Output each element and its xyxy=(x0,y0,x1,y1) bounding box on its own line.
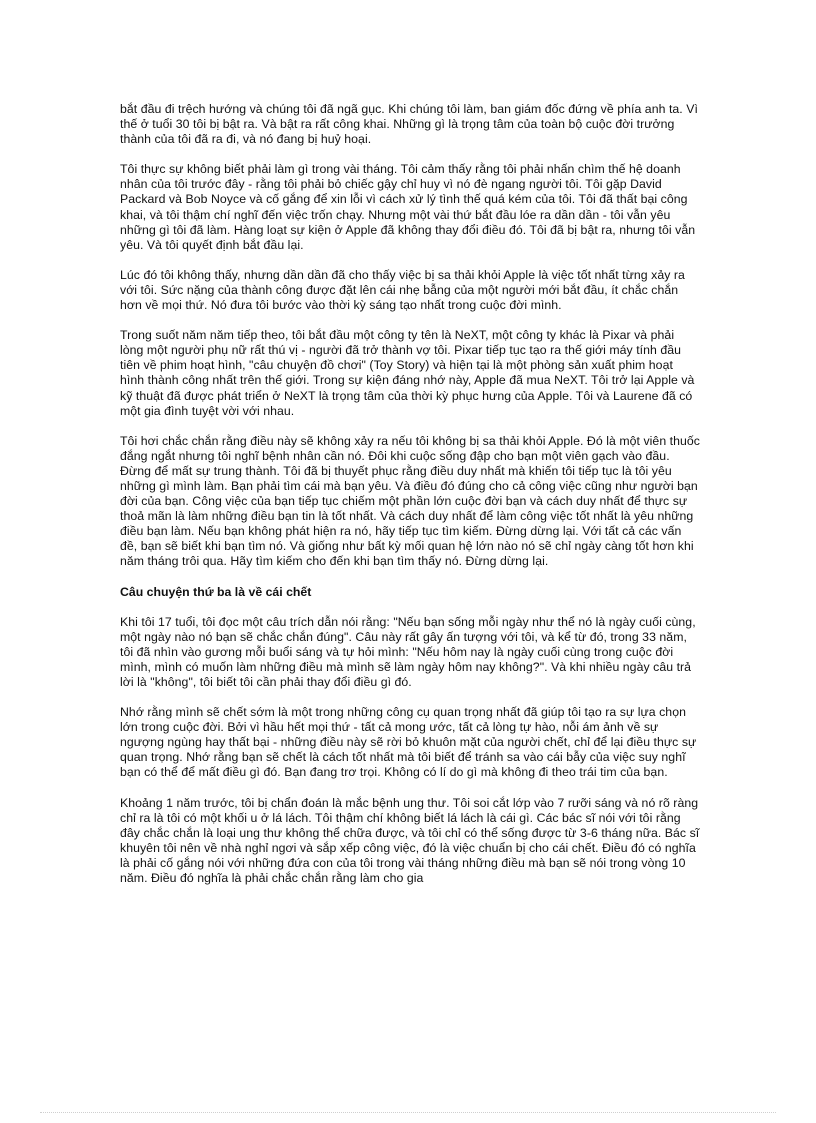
document-body xyxy=(120,102,700,901)
paragraph-2: Tôi thực sự không biết phải làm gì trong vài tháng. Tôi cảm thấy rằng tôi phải nhấn chìm thế hệ doanh nhân của tôi trước đây - rằng tôi phải bỏ chiếc gậy chỉ huy vì nó đè ngang người tôi. Tôi gặp David Packard và Bob Noyce và cố gắng để xin lỗi vì cách xử lý tình thế quá kém của tôi. Tôi đã thất bại công khai, và tôi thậm chí nghĩ đến việc trốn chạy. Nhưng một vài thứ bắt đầu lóe ra dần dần - tôi vẫn yêu những gì tôi đã làm. Hàng loạt sự kiện ở Apple đã không thay đổi điều đó. Tôi đã bị bật ra, nhưng tôi vẫn yêu. Và tôi quyết định bắt đầu lại. xyxy=(120,162,696,252)
paragraph-3: Lúc đó tôi không thấy, nhưng dần dần đã cho thấy việc bị sa thải khỏi Apple là việc tốt nhất từng xảy ra với tôi. Sức nặng của thành công được đặt lên cái nhẹ bẫng của một người mới bắt đầu, ít chắc chắn hơn về mọi thứ. Nó đưa tôi bước vào thời kỳ sáng tạo nhất trong cuộc đời mình. xyxy=(120,267,685,313)
paragraph-4: Trong suốt năm năm tiếp theo, tôi bắt đầu một công ty tên là NeXT, một công ty khác là Pixar và phải lòng một người phụ nữ rất thú vị - người đã trở thành vợ tôi. Pixar tiếp tục tạo ra thế giới máy tính đầu tiên về phim hoạt hình, "câu chuyện đồ chơi" (Toy Story) và hiện tại là một phòng sản xuất phim hoạt hình thành công nhất trên thế giới. Trong sự kiện đáng nhớ này, Apple đã mua NeXT. Tôi trở lại Apple và kỹ thuật đã được phát triển ở NeXT là trọng tâm của thời kỳ phục hưng của Apple. Tôi và Laurene đã có một gia đình tuyệt vời với nhau. xyxy=(120,328,695,418)
paragraph-8: Khoảng 1 năm trước, tôi bị chẩn đoán là mắc bệnh ung thư. Tôi soi cắt lớp vào 7 rưỡi sáng và nó rõ ràng chỉ ra là tôi có một khối u ở lá lách. Tôi thậm chí không biết lá lách là cái gì. Các bác sĩ nói với tôi rằng đây chắc chắn là loại ung thư không thể chữa được, và tôi chỉ có thể sống được từ 3-6 tháng nữa. Bác sĩ khuyên tôi nên về nhà nghỉ ngơi và sắp xếp công việc, đó là việc chuẩn bị cho cái chết. Điều đó có nghĩa là phải cố gắng nói với những đứa con của tôi trong vài tháng những điều mà bạn sẽ nói trong vòng 10 năm. Điều đó nghĩa là phải chắc chắn rằng làm cho gia xyxy=(120,795,700,886)
paragraph-5: Tôi hơi chắc chắn rằng điều này sẽ không xảy ra nếu tôi không bị sa thải khỏi Apple. Đó là một viên thuốc đắng ngắt nhưng tôi nghĩ bệnh nhân cần nó. Đôi khi cuộc sống đập cho bạn một viên gạch vào đầu. Đừng để mất sự trung thành. Tôi đã bị thuyết phục rằng điều duy nhất mà khiến tôi tiếp tục là tôi yêu những gì mình làm. Bạn phải tìm cái mà bạn yêu. Và điều đó đúng cho cả công việc cũng như người bạn đời của bạn. Công việc của bạn tiếp tục chiếm một phần lớn cuộc đời bạn và cách duy nhất để thực sự thoả mãn là làm những điều bạn tin là tốt nhất. Và cách duy nhất để làm công việc tốt nhất là yêu những điều bạn làm. Nếu bạn không phát hiện ra nó, hãy tiếp tục tìm kiếm. Đừng dừng lại. Với tất cả các vấn đề, bạn sẽ biết khi bạn tìm nó. Và giống như bất kỳ mối quan hệ lớn nào nó sẽ chỉ ngày càng tốt hơn khi năm tháng trôi qua. Hãy tìm kiếm cho đến khi bạn tìm thấy nó. Đừng dừng lại. xyxy=(120,433,701,569)
paragraph-6: Khi tôi 17 tuổi, tôi đọc một câu trích dẫn nói rằng: "Nếu bạn sống mỗi ngày như thể nó là ngày cuối cùng, một ngày nào nó bạn sẽ chắc chắn đúng". Câu này rất gây ấn tượng với tôi, và kể từ đó, trong 33 năm, tôi đã nhìn vào gương mỗi buổi sáng và tự hỏi mình: "Nếu hôm nay là ngày cuối cùng trong cuộc đời mình, mình có muốn làm những điều mà mình sẽ làm ngày hôm nay không?". Và khi nhiều ngày câu trả lời là "không", tôi biết tôi cần phải thay đổi điều gì đó. xyxy=(120,614,696,689)
paragraph-7: Nhớ rằng mình sẽ chết sớm là một trong những công cụ quan trọng nhất đã giúp tôi tạo ra sự lựa chọn lớn trong cuộc đời. Bởi vì hầu hết mọi thứ - tất cả mong ước, tất cả lòng tự hào, nỗi ám ảnh về sự ngượng ngùng hay thất bại - những điều này sẽ rời bỏ khuôn mặt của người chết, chỉ để lại điều thực sự quan trọng. Nhớ rằng bạn sẽ chết là cách tốt nhất mà tôi biết để tránh sa vào cái bẫy của việc suy nghĩ bạn có thể để mất điều gì đó. Bạn đang trơ trọi. Không có lí do gì mà không đi theo trái tim của bạn. xyxy=(120,705,697,780)
paragraph-1: bắt đầu đi trệch hướng và chúng tôi đã ngã gục. Khi chúng tôi làm, ban giám đốc đứng về phía anh ta. Vì thế ở tuổi 30 tôi bị bật ra. Và bật ra rất công khai. Những gì là trọng tâm của toàn bộ cuộc đời trưởng thành của tôi đã ra đi, và nó đang bị huỷ hoại. xyxy=(120,102,698,147)
page-bottom-divider xyxy=(40,1112,776,1113)
section-heading: Câu chuyện thứ ba là về cái chết xyxy=(120,584,312,599)
